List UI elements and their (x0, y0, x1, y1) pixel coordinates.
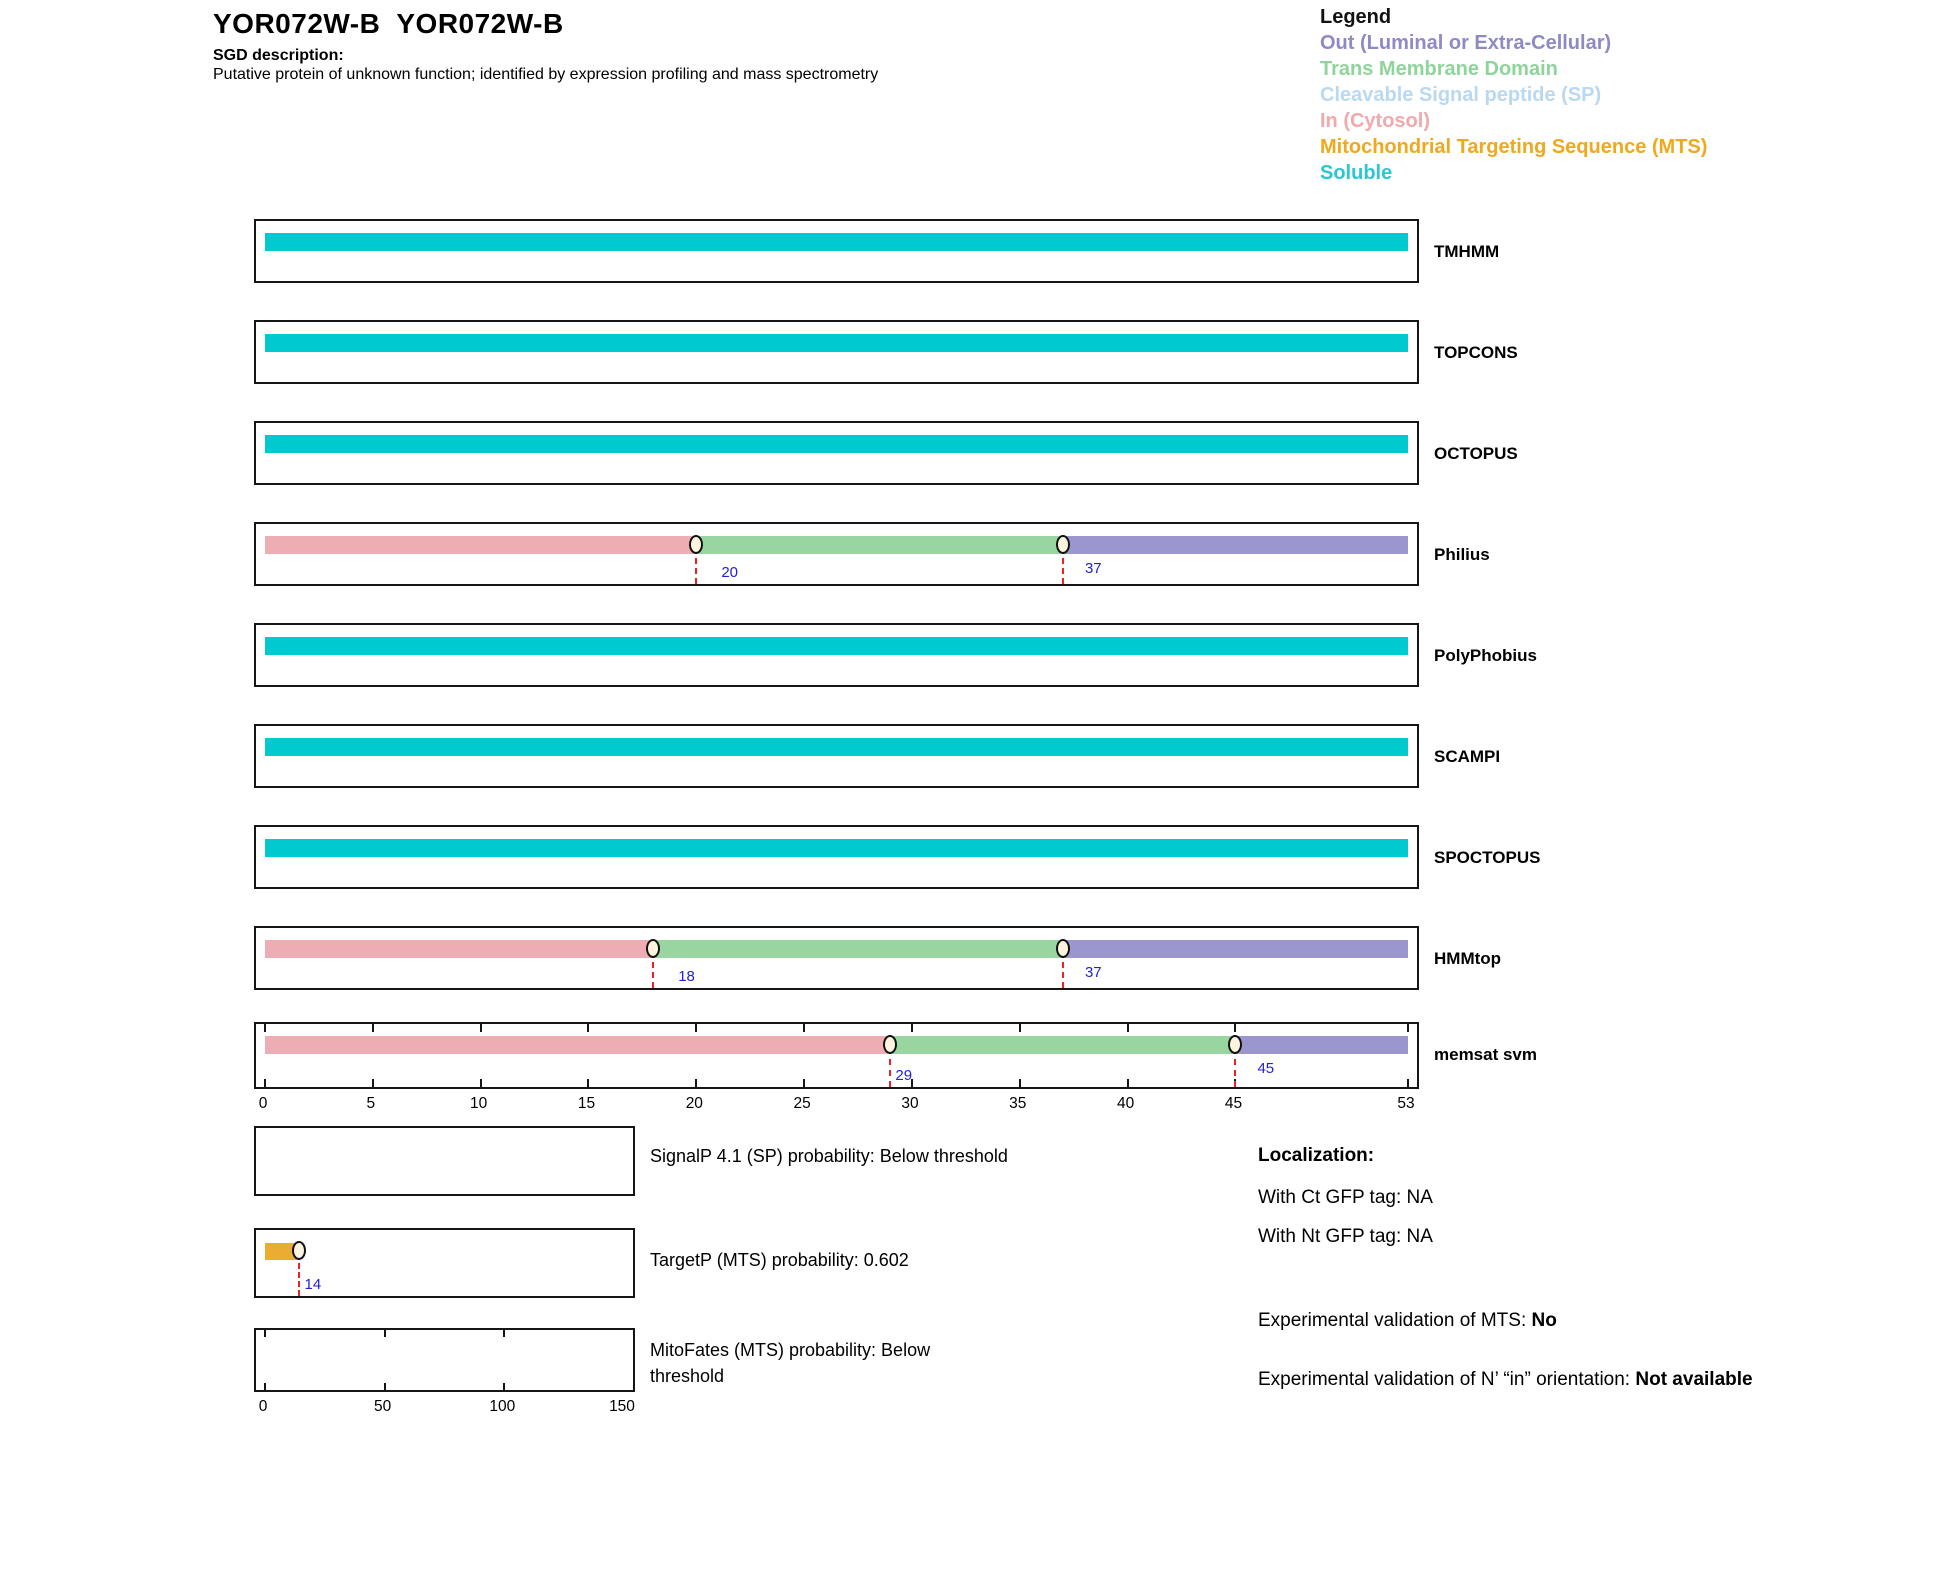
track-label-polyphobius: PolyPhobius (1434, 646, 1537, 665)
legend-item-mts: Mitochondrial Targeting Sequence (MTS) (1320, 136, 1708, 158)
segment-in (265, 536, 696, 554)
track-box-tmhmm (254, 219, 1419, 283)
residue-axis-label: 45 (1224, 1095, 1243, 1112)
marker-circle (292, 1241, 306, 1260)
track-box-philius (254, 522, 1419, 586)
residue-axis-label: 5 (366, 1095, 376, 1112)
segment-soluble (265, 839, 1408, 857)
track-box-hmmtop (254, 926, 1419, 990)
residue-axis-label: 40 (1117, 1095, 1135, 1112)
legend-item-out: Out (Luminal or Extra-Cellular) (1320, 32, 1612, 54)
marker-position-label: 29 (895, 1067, 913, 1084)
prob-axis-tick (503, 1330, 505, 1337)
track-label-tmhmm: TMHMM (1434, 242, 1500, 261)
mts-validation-value: No (1531, 1310, 1557, 1331)
sgd-description-text: Putative protein of unknown function; identified by expression profiling and mass spectrometry (213, 66, 879, 83)
marker-dashed-line (298, 1254, 300, 1296)
prob-axis-tick (264, 1383, 266, 1390)
segment-soluble (265, 637, 1408, 655)
signalp-plot-box (254, 1126, 635, 1196)
marker-position-label: 14 (304, 1276, 322, 1293)
residue-axis-label: 10 (470, 1095, 488, 1112)
track-box-scampi (254, 724, 1419, 788)
residue-axis-label: 20 (685, 1095, 703, 1112)
axis-tick (480, 1024, 482, 1032)
segment-soluble (265, 233, 1408, 251)
axis-tick (372, 1079, 374, 1087)
track-box-polyphobius (254, 623, 1419, 687)
probability-axis-label: 50 (374, 1398, 392, 1415)
marker-circle (1056, 535, 1070, 554)
track-label-scampi: SCAMPI (1434, 747, 1501, 766)
track-box-topcons (254, 320, 1419, 384)
axis-tick (264, 1024, 266, 1032)
axis-tick (911, 1024, 913, 1032)
legend-title: Legend (1320, 6, 1392, 28)
axis-tick (1407, 1024, 1409, 1032)
axis-tick (1127, 1024, 1129, 1032)
targetp-plot-box (254, 1228, 635, 1298)
segment-tm (696, 536, 1063, 554)
legend-item-tm: Trans Membrane Domain (1320, 58, 1558, 80)
axis-tick (1019, 1079, 1021, 1087)
probability-axis-label: 150 (609, 1398, 635, 1415)
segment-soluble (265, 435, 1408, 453)
legend-item-soluble: Soluble (1320, 162, 1393, 184)
legend-item-in: In (Cytosol) (1320, 110, 1430, 132)
orientation-validation-value: Not available (1635, 1369, 1753, 1390)
marker-position-label: 45 (1257, 1060, 1275, 1077)
residue-axis-label: 53 (1397, 1095, 1415, 1112)
prob-axis-tick (384, 1330, 386, 1337)
residue-axis-label: 0 (258, 1095, 268, 1112)
track-box-spoctopus (254, 825, 1419, 889)
page-title: YOR072W-B YOR072W-B (213, 8, 564, 39)
axis-tick (480, 1079, 482, 1087)
targetp-probability-text: TargetP (MTS) probability: 0.602 (650, 1250, 909, 1270)
legend-items (1320, 30, 1880, 186)
axis-tick (1407, 1079, 1409, 1087)
orientation-validation-prefix: Experimental validation of N’ “in” orientation: (1258, 1369, 1636, 1390)
axis-tick (803, 1024, 805, 1032)
segment-out (1235, 1036, 1408, 1054)
localization-heading: Localization: (1258, 1145, 1375, 1166)
segment-in (265, 1036, 890, 1054)
axis-tick (803, 1079, 805, 1087)
segment-tm (653, 940, 1063, 958)
legend (1320, 4, 1880, 186)
track-box-octopus (254, 421, 1419, 485)
segment-tm (890, 1036, 1235, 1054)
axis-tick (1019, 1024, 1021, 1032)
axis-tick (264, 1079, 266, 1087)
mts-validation-line (1258, 1306, 1557, 1336)
track-label-topcons: TOPCONS (1434, 343, 1518, 362)
residue-axis-label: 35 (1009, 1095, 1027, 1112)
residue-axis-label: 25 (793, 1095, 811, 1112)
track-box-memsat-svm (254, 1022, 1419, 1089)
residue-axis-label: 30 (901, 1095, 919, 1112)
axis-tick (1234, 1024, 1236, 1032)
track-label-philius: Philius (1434, 545, 1490, 564)
marker-position-label: 20 (721, 564, 738, 581)
marker-position-label: 18 (678, 968, 695, 985)
mitofates-probability-text: MitoFates (MTS) probability: Below threshold (650, 1340, 931, 1386)
mitofates-plot-box (254, 1328, 635, 1392)
probability-axis-label: 100 (489, 1398, 516, 1415)
axis-tick (695, 1079, 697, 1087)
orientation-validation-line (1258, 1365, 1833, 1395)
track-label-hmmtop: HMMtop (1434, 949, 1502, 968)
marker-position-label: 37 (1084, 560, 1102, 577)
segment-soluble (265, 738, 1408, 756)
marker-position-label: 37 (1084, 964, 1102, 981)
sgd-description-label: SGD description: (213, 47, 344, 64)
localization-nt-gfp: With Nt GFP tag: NA (1258, 1226, 1433, 1247)
track-label-memsat-svm: memsat svm (1434, 1045, 1538, 1064)
segment-out (1063, 536, 1408, 554)
marker-circle (1056, 939, 1070, 958)
prob-axis-tick (503, 1383, 505, 1390)
mts-validation-prefix: Experimental validation of MTS: (1258, 1310, 1532, 1331)
axis-tick (587, 1079, 589, 1087)
axis-tick (587, 1024, 589, 1032)
axis-tick (1127, 1079, 1129, 1087)
track-label-octopus: OCTOPUS (1434, 444, 1518, 463)
localization-ct-gfp: With Ct GFP tag: NA (1258, 1187, 1433, 1208)
track-label-spoctopus: SPOCTOPUS (1434, 848, 1541, 867)
prob-axis-tick (264, 1330, 266, 1337)
prob-axis-tick (384, 1383, 386, 1390)
signalp-probability-text: SignalP 4.1 (SP) probability: Below threshold (650, 1146, 1008, 1166)
segment-out (1063, 940, 1408, 958)
segment-in (265, 940, 653, 958)
legend-item-sp: Cleavable Signal peptide (SP) (1320, 84, 1602, 106)
segment-soluble (265, 334, 1408, 352)
residue-axis-label: 15 (577, 1095, 596, 1112)
axis-tick (372, 1024, 374, 1032)
probability-axis-label: 0 (258, 1398, 268, 1415)
axis-tick (695, 1024, 697, 1032)
